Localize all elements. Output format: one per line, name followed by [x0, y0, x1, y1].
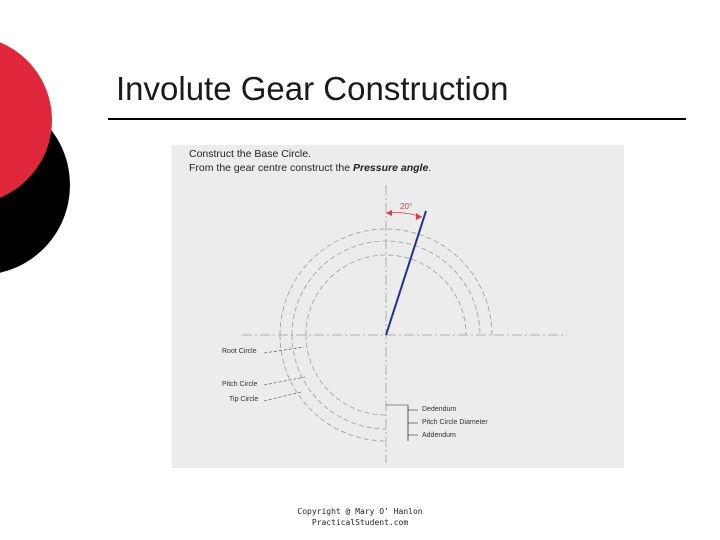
heading-suffix: .: [428, 162, 432, 174]
pressure-angle-line: [386, 211, 426, 335]
figure-heading-line2: [189, 162, 431, 174]
pitch-circle-diameter-label: Pitch Circle Diameter: [422, 419, 488, 426]
figure-heading-line1: Construct the Base Circle.: [189, 148, 311, 160]
addendum-label: Addendum: [422, 432, 456, 439]
copyright-line1: Copyright @ Mary O' Hanlon: [297, 507, 423, 516]
tip-circle-label: Tip Circle: [229, 396, 259, 403]
root-circle-lower-arc: [306, 335, 386, 415]
pitch-circle-lower-arc: [292, 335, 386, 429]
decorative-circles: [0, 0, 90, 300]
pitch-circle-label: Pitch Circle: [222, 381, 258, 388]
heading-prefix: From the gear centre construct the: [189, 162, 353, 174]
pitch-circle-leader: [264, 377, 305, 385]
dedendum-label: Dedendum: [422, 406, 457, 413]
copyright-line2: PracticalStudent.com: [311, 518, 409, 527]
gear-construction-drawing: [172, 145, 624, 468]
angle-arrow-right: [416, 213, 422, 220]
gear-construction-figure: [172, 145, 624, 468]
slide-title: Involute Gear Construction: [116, 70, 509, 107]
pressure-angle-label: 20°: [400, 202, 413, 211]
tip-circle-lower-arc: [280, 335, 386, 441]
root-circle-leader: [264, 347, 304, 353]
heading-emphasis: Pressure angle: [353, 162, 429, 174]
tip-circle-leader: [264, 392, 301, 401]
root-circle-label: Root Circle: [222, 348, 257, 355]
title-underline: [108, 118, 686, 120]
angle-arrow-left: [386, 210, 392, 216]
